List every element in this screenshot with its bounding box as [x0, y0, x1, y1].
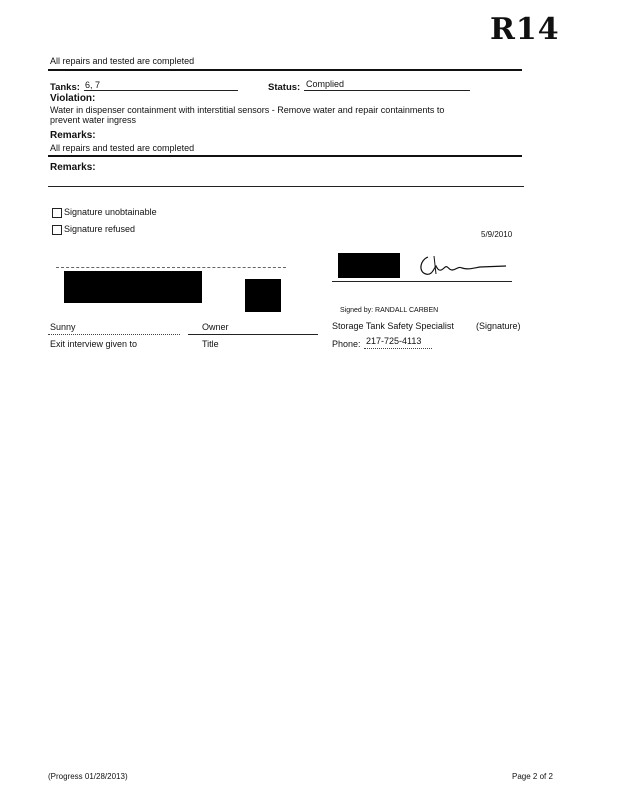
tanks-underline — [84, 90, 238, 91]
title-underline — [188, 334, 318, 335]
redaction-block-1 — [64, 271, 202, 303]
tanks-label: Tanks: — [50, 82, 80, 93]
violation-line-2: prevent water ingress — [50, 115, 137, 125]
handwritten-signature — [414, 252, 514, 278]
interviewee-underline — [48, 334, 180, 335]
signature-refused-label: Signature refused — [64, 224, 136, 234]
redaction-block-3 — [338, 253, 400, 278]
signature-unobtainable-checkbox[interactable] — [52, 208, 62, 218]
phone-underline — [364, 348, 432, 349]
remarks-label-1: Remarks: — [50, 130, 96, 141]
signature-line — [332, 281, 512, 282]
phone-number: 217-725-4113 — [366, 336, 422, 346]
redaction-block-2 — [245, 279, 281, 312]
handwritten-page-mark: R14 — [490, 12, 560, 47]
header-divider — [48, 69, 522, 71]
footer-progress: (Progress 01/28/2013) — [48, 772, 128, 781]
status-value: Complied — [306, 79, 345, 89]
remarks-divider — [48, 155, 522, 157]
signature-refused-checkbox[interactable] — [52, 225, 62, 235]
footer-page-number: Page 2 of 2 — [512, 772, 553, 781]
header-note: All repairs and tested are completed — [50, 56, 195, 66]
title-caption: Title — [202, 339, 219, 349]
interviewee-title: Owner — [202, 322, 229, 332]
status-underline — [304, 90, 470, 91]
signature-date: 5/9/2010 — [481, 230, 513, 239]
tanks-value: 6, 7 — [85, 80, 101, 90]
remarks-text-1: All repairs and tested are completed — [50, 143, 195, 153]
remarks-2-underline — [48, 186, 524, 187]
signature-caption: (Signature) — [476, 321, 521, 331]
signature-unobtainable-label: Signature unobtainable — [64, 207, 157, 217]
interviewee-caption: Exit interview given to — [50, 339, 138, 349]
violation-line-1: Water in dispenser containment with interstitial sensors - Remove water and repair containments to — [50, 105, 445, 115]
phone-label: Phone: — [332, 339, 361, 349]
remarks-label-2: Remarks: — [50, 162, 96, 173]
signer-title: Storage Tank Safety Specialist — [332, 321, 454, 331]
violation-label: Violation: — [50, 93, 96, 104]
status-label: Status: — [268, 82, 301, 93]
redacted-line — [56, 267, 286, 268]
signed-by: Signed by: RANDALL CARBEN — [340, 307, 439, 314]
interviewee-name: Sunny — [50, 322, 76, 332]
